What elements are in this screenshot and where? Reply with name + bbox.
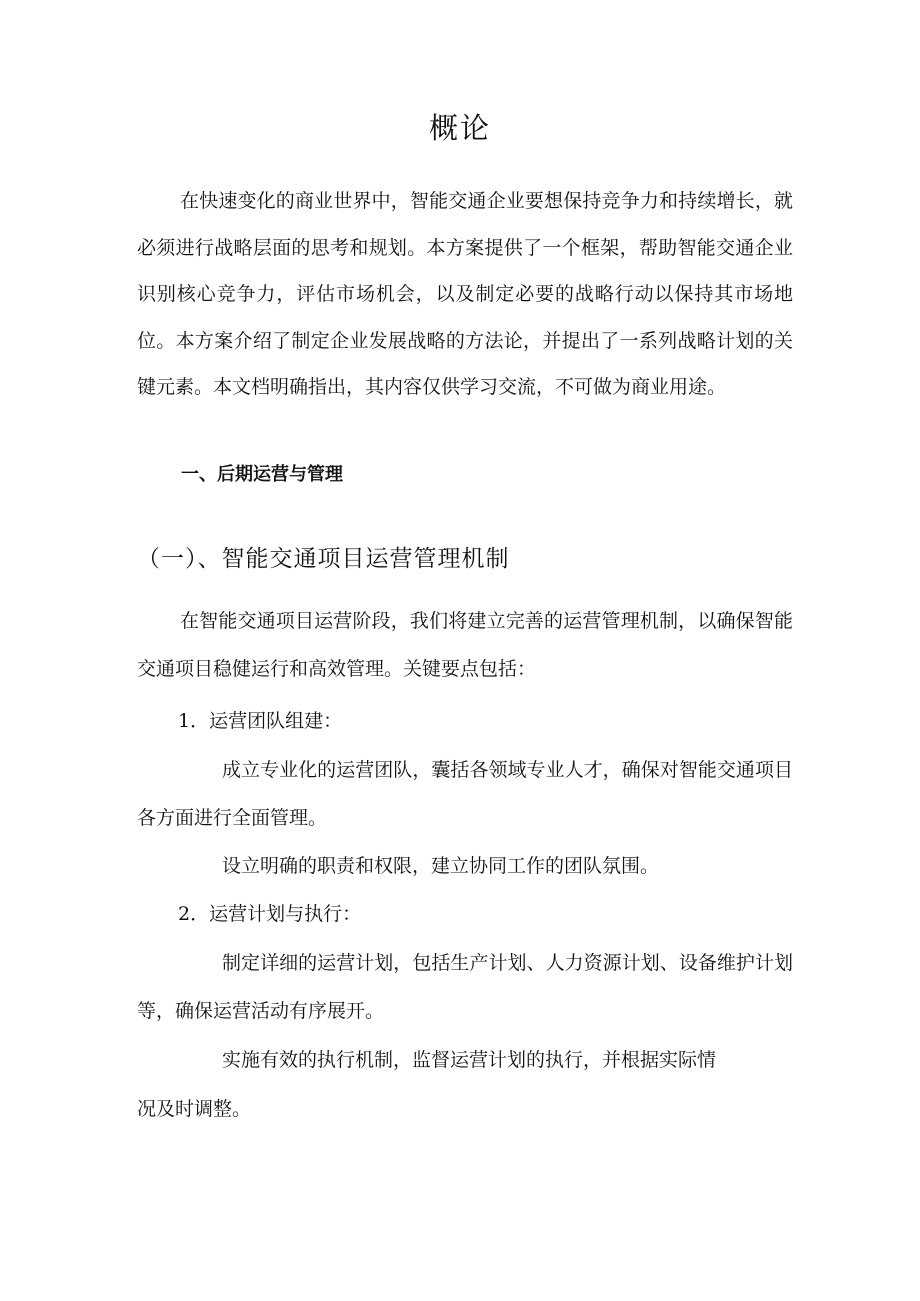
page-title: 概论 [428, 111, 491, 145]
subsection-heading: （一）、智能交通项目运营管理机制 [137, 546, 510, 572]
intro-paragraph: 在快速变化的商业世界中，智能交通企业要想保持竞争力和持续增长，就必须进行战略层面的思考和规划。本方案提供了一个框架，帮助智能交通企业识别核心竞争力，评估市场机会，以及制定必要的战略行动以保持其市场地位。本方案介绍了制定企业发展战略的方法论，并提出了一系列战略计划的关键元素。本文档明确指出，其内容仅供学习交流，不可做为商业用途。 [137, 190, 793, 399]
list-item-label: 2．运营计划与执行： [178, 903, 362, 925]
body-paragraph: 设立明确的职责和权限，建立协同工作的团队氛围。 [222, 855, 660, 877]
body-paragraph: 制定详细的运营计划，包括生产计划、人力资源计划、设备维护计划等，确保运营活动有序展开。 [137, 952, 793, 1022]
lead-paragraph: 在智能交通项目运营阶段，我们将建立完善的运营管理机制，以确保智能交通项目稳健运行和高效管理。关键要点包括： [137, 610, 793, 680]
section-heading: 一、后期运营与管理 [181, 464, 343, 485]
body-paragraph: 成立专业化的运营团队，囊括各领域专业人才，确保对智能交通项目各方面进行全面管理。 [137, 759, 793, 829]
body-paragraph-line: 实施有效的执行机制，监督运营计划的执行，并根据实际情 [222, 1049, 717, 1071]
body-paragraph-line: 况及时调整。 [137, 1098, 252, 1120]
list-item-label: 1．运营团队组建： [178, 710, 343, 732]
